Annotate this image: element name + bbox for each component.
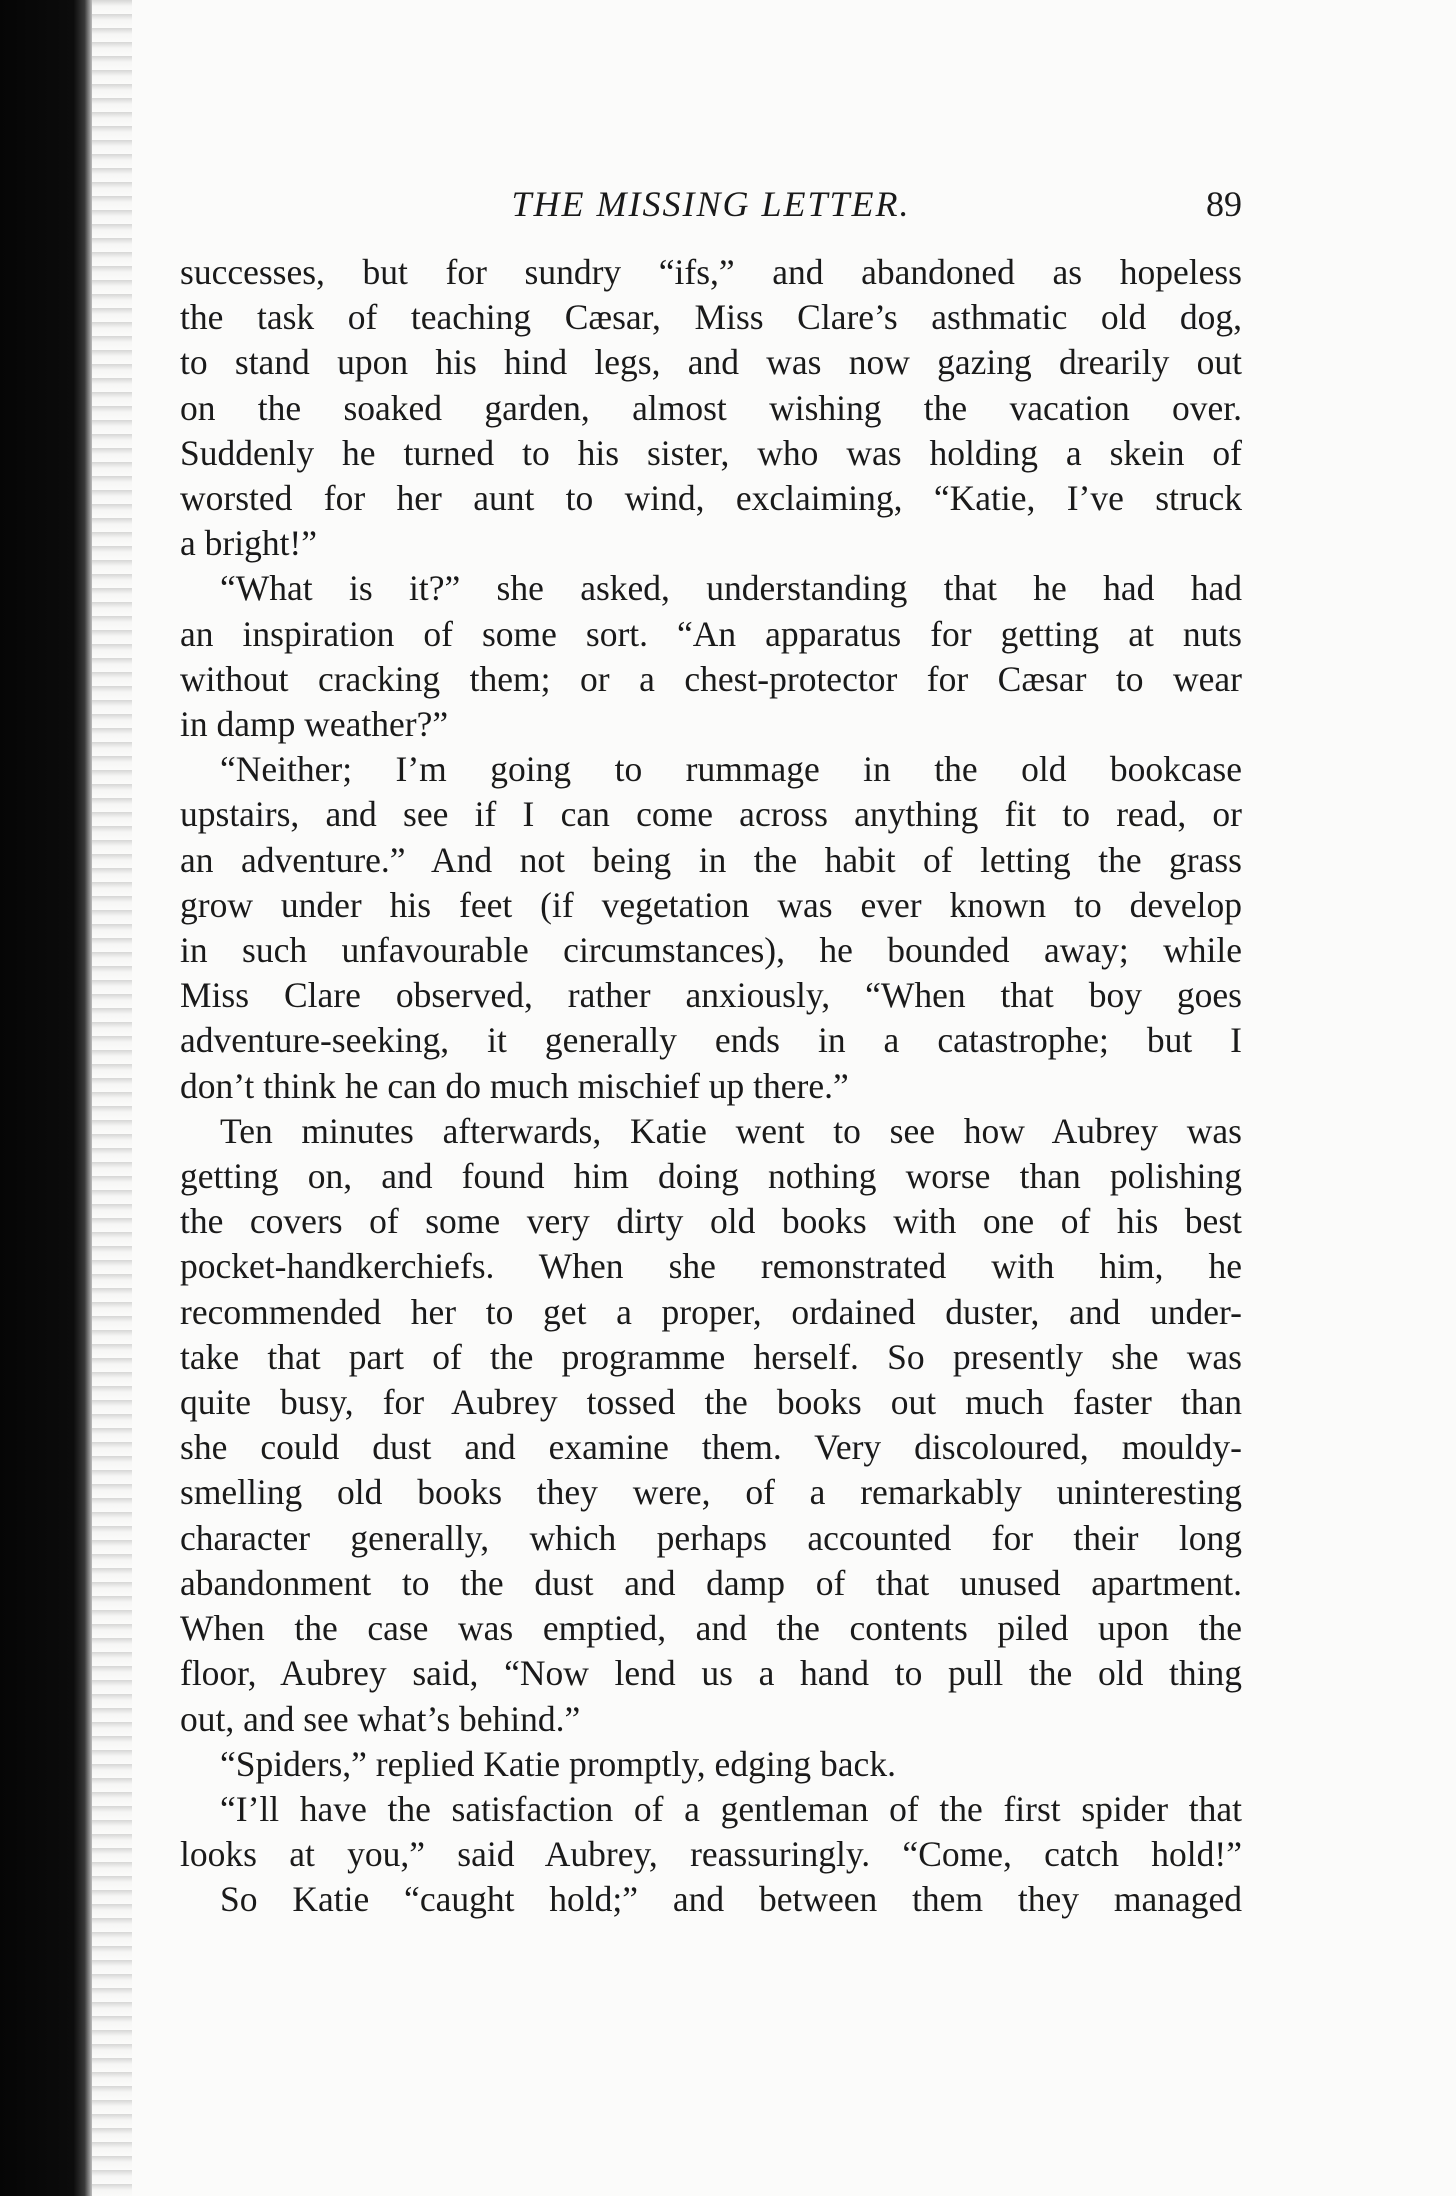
text-line: quite busy, for Aubrey tossed the books out much faster than xyxy=(180,1382,1242,1423)
text-line: successes, but for sundry “ifs,” and abandoned as hopeless xyxy=(180,252,1242,292)
text-line: without cracking them; or a chest-protector for Cæsar to wear xyxy=(180,658,1242,699)
text-line: an inspiration of some sort. “An apparatus for getting at nuts xyxy=(180,613,1242,654)
text-line: don’t think he can do much mischief up there.” xyxy=(180,1065,849,1106)
text-line: looks at you,” said Aubrey, reassuringly. “Come, catch hold!” xyxy=(180,1834,1242,1875)
text-line: abandonment to the dust and damp of that unused apartment. xyxy=(180,1562,1242,1603)
text-line: upstairs, and see if I can come across anything fit to read, or xyxy=(180,794,1242,835)
text-line: in damp weather?” xyxy=(180,704,449,745)
text-line: getting on, and found him doing nothing worse than polishing xyxy=(180,1156,1242,1197)
text-line: in such unfavourable circumstances), he bounded away; while xyxy=(180,930,1242,971)
text-line: “I’ll have the satisfaction of a gentleman of the first spider that xyxy=(220,1788,1242,1829)
text-line: she could dust and examine them. Very discoloured, mouldy- xyxy=(180,1427,1242,1468)
text-line: adventure-seeking, it generally ends in a catastrophe; but I xyxy=(180,1020,1242,1061)
text-line: pocket-handkerchiefs. When she remonstrated with him, he xyxy=(180,1246,1242,1287)
text-line: character generally, which perhaps accounted for their long xyxy=(180,1517,1242,1558)
text-line: floor, Aubrey said, “Now lend us a hand to pull the old thing xyxy=(180,1653,1242,1694)
text-line: Suddenly he turned to his sister, who was holding a skein of xyxy=(180,432,1242,473)
running-head xyxy=(180,180,1242,240)
body-text xyxy=(180,250,1242,1923)
text-line: a bright!” xyxy=(180,523,318,564)
text-line: “Neither; I’m going to rummage in the old bookcase xyxy=(220,749,1242,790)
text-line: smelling old books they were, of a remarkably uninteresting xyxy=(180,1472,1242,1513)
text-line: Ten minutes afterwards, Katie went to see how Aubrey was xyxy=(220,1110,1242,1151)
running-title: THE MISSING LETTER. xyxy=(511,184,911,224)
text-line: recommended her to get a proper, ordained duster, and under- xyxy=(180,1291,1242,1332)
text-line: an adventure.” And not being in the habit of letting the grass xyxy=(180,839,1242,880)
text-line: Miss Clare observed, rather anxiously, “When that boy goes xyxy=(180,975,1242,1016)
text-line: grow under his feet (if vegetation was ever known to develop xyxy=(180,884,1242,925)
text-line: the task of teaching Cæsar, Miss Clare’s asthmatic old dog, xyxy=(180,297,1242,338)
text-line: When the case was emptied, and the contents piled upon the xyxy=(180,1608,1242,1649)
text-line: take that part of the programme herself. So presently she was xyxy=(180,1336,1242,1377)
text-line: “Spiders,” replied Katie promptly, edging back. xyxy=(220,1743,896,1784)
text-line: “What is it?” she asked, understanding that he had had xyxy=(220,568,1242,609)
text-line: worsted for her aunt to wind, exclaiming, “Katie, I’ve struck xyxy=(180,478,1242,519)
binding-shadow xyxy=(92,0,132,2196)
text-line: on the soaked garden, almost wishing the vacation over. xyxy=(180,387,1242,428)
text-line: to stand upon his hind legs, and was now gazing drearily out xyxy=(180,342,1242,383)
binding-edge xyxy=(0,0,92,2196)
text-line: the covers of some very dirty old books with one of his best xyxy=(180,1201,1242,1242)
page-number: 89 xyxy=(1206,184,1242,224)
text-line: So Katie “caught hold;” and between them they managed xyxy=(220,1879,1242,1920)
text-line: out, and see what’s behind.” xyxy=(180,1698,581,1739)
